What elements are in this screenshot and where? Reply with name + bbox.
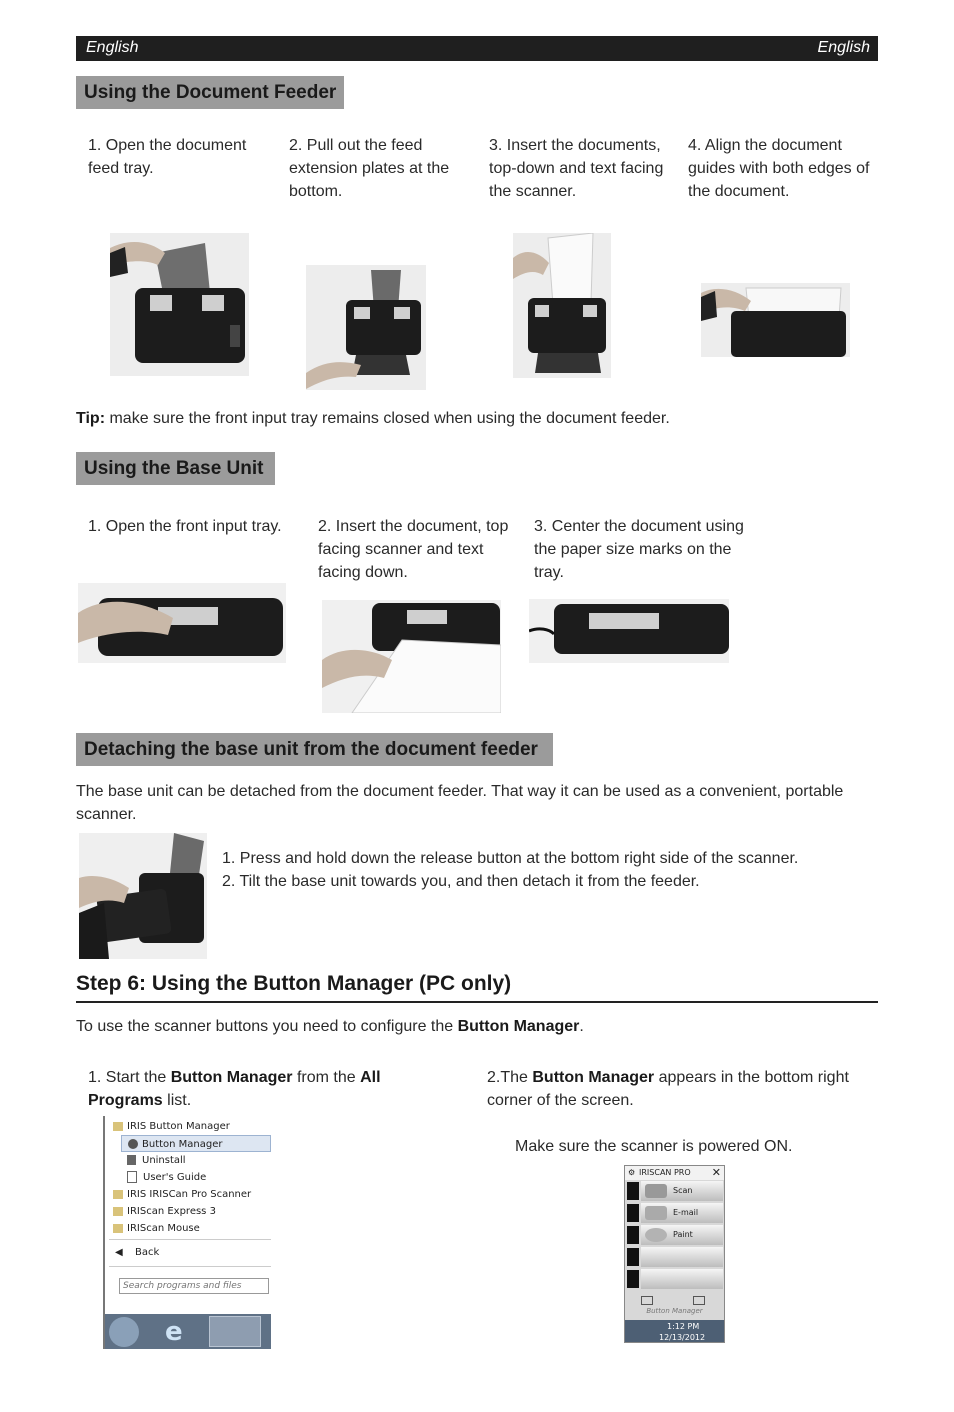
led-digit-display bbox=[627, 1270, 639, 1288]
clock-date: 12/13/2012 bbox=[659, 1333, 706, 1342]
menu-item-label: Uninstall bbox=[142, 1155, 186, 1166]
photo-center-document bbox=[529, 599, 729, 663]
detach-intro: The base unit can be detached from the document feeder. That way it can be used as a convenient, portable scanner. bbox=[76, 783, 844, 823]
section-title-detach: Detaching the base unit from the document feeder bbox=[76, 733, 553, 766]
photo-align-guides bbox=[701, 283, 850, 357]
step6-instruction-1 bbox=[88, 1066, 408, 1112]
menu-item-label: IRIScan Mouse bbox=[127, 1223, 200, 1234]
menu-item-folder-iris-button-manager[interactable] bbox=[113, 1118, 269, 1135]
scan-icon bbox=[645, 1184, 667, 1198]
step6-intro bbox=[76, 1015, 876, 1038]
base-step-1: 1. Open the front input tray. bbox=[88, 518, 282, 535]
s2-post: appears in the bottom right corner of the screen. bbox=[487, 1069, 849, 1109]
section-title-document-feeder: Using the Document Feeder bbox=[76, 76, 344, 109]
s1-bold2: All Programs bbox=[88, 1069, 381, 1109]
base-step-3: 3. Center the document using the paper size marks on the tray. bbox=[534, 518, 744, 581]
detach-step-2: 2. Tilt the base unit towards you, and then detach it from the feeder. bbox=[222, 873, 700, 890]
document-icon bbox=[127, 1171, 137, 1183]
system-tray-clock bbox=[625, 1320, 724, 1342]
settings-small-icon[interactable] bbox=[641, 1296, 653, 1305]
detach-step-1: 1. Press and hold down the release button at the bottom right side of the scanner. bbox=[222, 850, 799, 867]
s1-pre: 1. Start the bbox=[88, 1069, 171, 1086]
s1-mid: from the bbox=[292, 1069, 361, 1086]
feeder-step-3: 3. Insert the documents, top-down and text facing the scanner. bbox=[489, 137, 664, 200]
paint-label: Paint bbox=[673, 1230, 693, 1239]
base-step-2: 2. Insert the document, top facing scanner and text facing down. bbox=[318, 518, 509, 581]
clock-time: 1:12 PM bbox=[667, 1322, 700, 1331]
s1-bold: Button Manager bbox=[170, 1069, 293, 1086]
section-title-base-unit: Using the Base Unit bbox=[76, 452, 275, 485]
button-manager-footer: Button Manager bbox=[646, 1307, 703, 1315]
photo-open-feed-tray bbox=[110, 233, 249, 376]
led-digit-display bbox=[627, 1248, 639, 1266]
button-manager-row-email[interactable] bbox=[625, 1202, 724, 1224]
page-header-bar bbox=[76, 36, 878, 61]
empty-slot-button[interactable] bbox=[641, 1247, 723, 1267]
paint-button[interactable] bbox=[641, 1225, 723, 1245]
photo-detach-base-unit bbox=[79, 833, 207, 959]
menu-item-label: Button Manager bbox=[142, 1139, 223, 1150]
start-menu-screenshot bbox=[103, 1116, 271, 1349]
close-icon[interactable]: ✕ bbox=[711, 1166, 721, 1179]
step6-instruction-2 bbox=[487, 1066, 867, 1112]
menu-item-folder-iriscan-pro[interactable] bbox=[113, 1186, 269, 1203]
menu-item-users-guide[interactable] bbox=[127, 1169, 267, 1186]
photo-insert-document-base bbox=[322, 600, 501, 713]
step6-intro-text: To use the scanner buttons you need to configure the bbox=[76, 1018, 458, 1035]
scan-button[interactable] bbox=[641, 1181, 723, 1201]
taskbar bbox=[105, 1314, 271, 1349]
start-orb-icon[interactable] bbox=[109, 1317, 139, 1347]
menu-item-uninstall[interactable] bbox=[127, 1152, 267, 1169]
step6-intro-bold: Button Manager bbox=[457, 1018, 580, 1035]
step6-power-note: Make sure the scanner is powered ON. bbox=[515, 1138, 793, 1155]
menu-item-folder-iriscan-express[interactable] bbox=[113, 1203, 269, 1220]
menu-item-button-manager[interactable] bbox=[121, 1135, 271, 1152]
email-icon bbox=[645, 1206, 667, 1220]
tip-paragraph bbox=[76, 407, 878, 430]
empty-slot-button[interactable] bbox=[641, 1269, 723, 1289]
photo-open-front-tray bbox=[78, 583, 286, 663]
menu-item-label: IRIScan Express 3 bbox=[127, 1206, 216, 1217]
s2-bold: Button Manager bbox=[532, 1069, 655, 1086]
email-button[interactable] bbox=[641, 1203, 723, 1223]
folder-icon bbox=[113, 1224, 123, 1233]
feeder-step-4: 4. Align the document guides with both edges of the document. bbox=[688, 137, 870, 200]
button-manager-title: IRISCAN PRO bbox=[639, 1168, 691, 1177]
taskbar-scanner-app-icon[interactable] bbox=[209, 1316, 261, 1347]
step6-intro-end: . bbox=[579, 1018, 584, 1035]
tip-text: make sure the front input tray remains closed when using the document feeder. bbox=[105, 410, 670, 427]
email-label: E-mail bbox=[673, 1208, 699, 1217]
internet-explorer-icon[interactable]: e bbox=[165, 1317, 183, 1347]
button-manager-row-scan[interactable] bbox=[625, 1180, 724, 1202]
scan-label: Scan bbox=[673, 1186, 693, 1195]
button-manager-row-paint[interactable] bbox=[625, 1224, 724, 1246]
led-digit-display bbox=[627, 1204, 639, 1222]
help-small-icon[interactable] bbox=[693, 1296, 705, 1305]
button-manager-window bbox=[624, 1165, 725, 1343]
menu-divider bbox=[109, 1266, 271, 1267]
menu-item-label: IRIS IRISCan Pro Scanner bbox=[127, 1189, 252, 1200]
menu-item-label: User's Guide bbox=[143, 1172, 207, 1183]
tip-label: Tip: bbox=[76, 410, 106, 427]
button-manager-row-empty-4[interactable] bbox=[625, 1246, 724, 1268]
uninstall-icon bbox=[127, 1155, 136, 1165]
menu-item-label: IRIS Button Manager bbox=[127, 1121, 230, 1132]
gear-icon: ⚙ bbox=[628, 1168, 636, 1177]
back-arrow-icon: ◀ bbox=[115, 1247, 123, 1258]
feeder-step-2: 2. Pull out the feed extension plates at the bottom. bbox=[289, 137, 450, 200]
step6-heading: Step 6: Using the Button Manager (PC only) bbox=[76, 972, 512, 995]
photo-pull-extension-plates bbox=[306, 265, 426, 390]
step6-rule bbox=[76, 1001, 878, 1003]
s2-pre: 2.The bbox=[487, 1069, 533, 1086]
paint-palette-icon bbox=[645, 1228, 667, 1242]
header-language-right: English bbox=[817, 39, 870, 56]
menu-divider bbox=[109, 1239, 271, 1240]
led-digit-display bbox=[627, 1182, 639, 1200]
header-language-left: English bbox=[86, 39, 139, 56]
menu-item-folder-iriscan-mouse[interactable] bbox=[113, 1220, 269, 1237]
search-programs-input[interactable] bbox=[119, 1278, 269, 1294]
gear-icon bbox=[128, 1139, 138, 1149]
folder-icon bbox=[113, 1122, 123, 1131]
s1-post: list. bbox=[162, 1092, 192, 1109]
photo-insert-documents bbox=[513, 233, 611, 378]
menu-back-label: Back bbox=[135, 1247, 160, 1258]
folder-icon bbox=[113, 1207, 123, 1216]
folder-icon bbox=[113, 1190, 123, 1199]
button-manager-titlebar bbox=[625, 1166, 724, 1180]
menu-back-button[interactable] bbox=[115, 1244, 265, 1261]
button-manager-row-empty-5[interactable] bbox=[625, 1268, 724, 1290]
feeder-step-1: 1. Open the document feed tray. bbox=[88, 137, 247, 177]
led-digit-display bbox=[627, 1226, 639, 1244]
